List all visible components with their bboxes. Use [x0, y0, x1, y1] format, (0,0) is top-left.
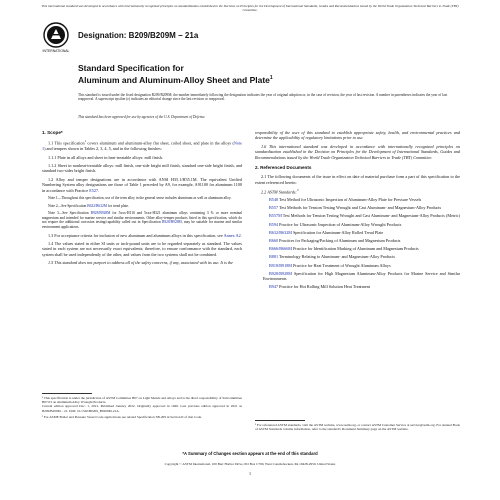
reference-title: Specification for High Magnesium Aluminum-Alloy Products for Marine Service and Similar Environments: [263, 270, 460, 282]
right-column: [255, 130, 460, 292]
approved-note: This standard has been approved for use by agencies of the U.S. Department of Defense.: [78, 115, 206, 119]
title-line-2: [78, 73, 273, 85]
reference-code-link[interactable]: B881: [269, 254, 279, 260]
footnote-rule-left: [42, 393, 92, 394]
reference-code-link[interactable]: B557M: [269, 213, 282, 219]
annex-a2-link[interactable]: Annex A2: [223, 232, 241, 238]
logo-caption: INTERNATIONAL: [42, 49, 70, 53]
reference-title: Practices for Packaging/Packing of Aluminum and Magnesium Products: [278, 238, 401, 244]
reference-title: Test Methods for Tension Testing Wrought and Cast Aluminum- and Magnesium-Alloy Products (Metric): [281, 213, 460, 219]
left-column: [42, 130, 242, 269]
astm-standards-text: 2.2 ASTM Standards:: [261, 189, 297, 195]
footnotes-left: [42, 396, 242, 419]
reference-title: Test Methods for Tension Testing Wrought and Cast Aluminum- and Magnesium-Alloy Products: [278, 205, 442, 211]
footnote-mark-3: 3: [296, 188, 299, 193]
reference-item: [255, 238, 460, 243]
reference-item: [255, 263, 460, 268]
scope-heading: 1. Scope*: [42, 130, 63, 135]
reference-code-link[interactable]: B660: [269, 238, 279, 244]
footnote-2: ² For ASME Boiler and Pressure Vessel Code applications see related Specification SB-209 in Section II of that Code.: [42, 414, 203, 419]
note-2-end: for tread plate.: [107, 203, 129, 208]
reference-title: Terminology Relating to Aluminum- and Magnesium-Alloy Products: [278, 254, 396, 260]
para-1-2: [42, 177, 242, 193]
footnote-mark-1: 1: [84, 139, 87, 144]
reference-item: [255, 246, 460, 251]
para-1-2-end: .: [98, 187, 100, 193]
document-title: [78, 63, 273, 85]
note-3-body: for 5xxx-H116 and 5xxx-H321 aluminum alloys containing 3 % or more nominal magnesium and intended for marine service and similar environments. Other alloy-temper products listed in this specification, which do not require the additional corrosion testing/capability called out in Specification: [42, 211, 242, 225]
b928-link[interactable]: B928/B928M: [90, 211, 111, 216]
issued-note: This standard is issued under the fixed designation B209/B209M; the number immediately following the designation indicates the year of original adoption or, in the case of revision, the year of last revision. A number in parentheses indicates the year of last reapproval. A superscript epsilon (ε) indicates an editorial change since the last revision or reapproval.: [78, 93, 448, 102]
b632-link[interactable]: B632/B632M: [87, 203, 108, 208]
reference-code-link[interactable]: B666/B666M: [269, 246, 293, 252]
para-1-1-2: 1.1.2 Sheet in nonheat-treatable alloys: mill finish, one-side bright mill finish, standard one-side bright finish, and standard two-sides bright finish.: [42, 163, 242, 174]
reference-code-link[interactable]: B632/B632M: [269, 229, 293, 235]
designation: Designation: B209/B209M − 21a: [78, 31, 199, 40]
reference-title: Practice for Heat Treatment of Wrought Aluminum Alloys: [292, 262, 391, 268]
reference-code-link[interactable]: B947: [269, 284, 279, 290]
title-main: Aluminum and Aluminum-Alloy Sheet and Plate: [78, 74, 270, 85]
referenced-documents-heading: 2. Referenced Documents: [255, 165, 312, 171]
para-1-5-cont: responsibility of the user of this standard to establish appropriate safety, health, and environmental practices and determine the applicability of regulatory limitations prior to use.: [255, 130, 460, 141]
title-line-1: Standard Specification for: [78, 63, 184, 73]
para-1-3-body: 1.3 For acceptance criteria for inclusion of new aluminum and aluminum alloys in this specification, see: [48, 232, 224, 238]
note-1-link[interactable]: Note 1: [42, 140, 242, 152]
note-2: [42, 204, 242, 209]
reference-title: Specification for Aluminum-Alloy Rolled Tread Plate: [292, 229, 384, 235]
copyright-line: Copyright © ASTM International, 100 Barr Harbor Drive, PO Box C700, West Conshohocken, PA 19428-2959. United States: [164, 462, 336, 466]
footnote-1b: Current edition approved Dec. 1, 2021. Published January 2022. Originally approved in 1946. Last previous edition approved in 2021 as B209/B209M – 21. DOI: 10.1520/B0209_B0209M-21A.: [42, 404, 242, 413]
reference-title: Practice for Hot Rolling Mill Solution Heat Treatment: [278, 284, 370, 290]
para-1-1-1: 1.1.1 Plate in all alloys and sheet in heat-treatable alloys: mill finish.: [48, 154, 163, 160]
para-1-5: 1.5 This standard does not purport to address all of the safety concerns, if any, associated with its use. It is the: [48, 260, 233, 266]
para-1-3-end: .: [240, 232, 242, 238]
title-footnote-mark: 1: [269, 75, 273, 81]
reference-item: [255, 284, 460, 289]
para-1-1-end: ) and tempers shown in Tables 2, 3, 4, 5, and in the following finishes:: [44, 146, 162, 152]
footnote-1: ¹ This specification is under the jurisdiction of ASTM Committee B07 on Light Metals and Alloys and is the direct responsibility of Subcommittee B07.03 on Aluminum Alloy Wrought Products.: [42, 396, 242, 405]
para-1-6: 1.6 This international standard was developed in accordance with internationally recognized principles on standardization established in the Decision on Principles for the Development of International Standards, Guides and Recommendations issued by the World Trade Organization Technical Barriers to Trade (TBT) Committee.: [255, 143, 460, 160]
para-1-3: [42, 233, 242, 238]
astm-standards-label: [261, 188, 460, 195]
b928-link-2[interactable]: B928/B928M: [161, 220, 182, 225]
reference-title: Test Method for Ultrasonic Inspection of Aluminum-Alloy Plate for Pressure Vessels: [278, 197, 422, 203]
footnote-3: ³ For referenced ASTM standards, visit the ASTM website, www.astm.org, or contact ASTM Customer Service at service@astm.org. For Annual Book of ASTM Standards volume information, refer to the standard's Document Summary page on the ASTM website.: [255, 423, 460, 432]
reference-code-link[interactable]: B594: [269, 221, 279, 227]
note-3-lead: Note 3—See Specification: [48, 211, 91, 216]
footnote-rule-right: [255, 420, 305, 421]
reference-code-link[interactable]: B557: [269, 205, 279, 211]
reference-item: [255, 254, 460, 259]
reference-item: [255, 213, 460, 218]
note-3-end: , may be suitable for marine and similar environment applications.: [42, 220, 242, 230]
reference-item: [255, 222, 460, 227]
page-number: 1: [248, 471, 252, 476]
para-1-1-body: covers aluminum and aluminum-alloy flat sheet, coiled sheet, and plate in the alloys (: [86, 140, 234, 146]
reference-code-link[interactable]: B928/B928M: [269, 270, 293, 276]
e527-link[interactable]: E527: [89, 187, 99, 193]
wto-notice: This international standard was developed in accordance with internationally recognized principles on standardization established in the Decision on Principles for the Development of International Standards, Guides and Recommendations issued by the World Trade Organization Technical Barriers to Trade (TBT) Committee.: [41, 4, 459, 12]
reference-item: [255, 205, 460, 210]
reference-code-link[interactable]: B548: [269, 197, 279, 203]
para-1-1: [42, 139, 242, 151]
reference-code-link[interactable]: B918/B918M: [269, 262, 293, 268]
para-2-1: 2.1 The following documents of the issue in effect on date of material purchase form a part of this specification to the extent referenced herein:: [255, 174, 460, 185]
reference-title: Practice for Identification Marking of Aluminum and Magnesium Products: [292, 246, 419, 252]
summary-of-changes-note: *A Summary of Changes section appears at the end of this standard: [182, 451, 318, 456]
reference-list: [255, 197, 460, 289]
astm-logo-icon: [42, 22, 70, 54]
note-1: Note 1—Throughout this specification, use of the term alloy in the general sense includes aluminum as well as aluminum alloy.: [48, 196, 232, 201]
reference-item: [255, 230, 460, 235]
reference-title: Practice for Ultrasonic Inspection of Aluminum-Alloy Wrought Products: [278, 221, 402, 227]
para-1-2-body: 1.2 Alloy and temper designations are in accordance with ANSI H35.1/H35.1M. The equivalent Unified Numbering System alloy designations are those of Table 1 preceded by A9, for example, A91100 for aluminum 1100 in accordance with Practice: [42, 176, 242, 193]
reference-item: [255, 271, 460, 281]
note-3: [42, 211, 242, 229]
reference-item: [255, 197, 460, 202]
note-2-lead: Note 2—See Specification: [48, 203, 88, 208]
para-1-1-lead: 1.1 This specification: [48, 140, 85, 146]
para-1-4: 1.4 The values stated in either SI units or inch-pound units are to be regarded separately as standard. The values stated in each system are not necessarily exact equivalents; therefore, to ensure conformance with the standard, each system shall be used independently of the other, and values from the two systems shall not be combined.: [42, 241, 242, 257]
